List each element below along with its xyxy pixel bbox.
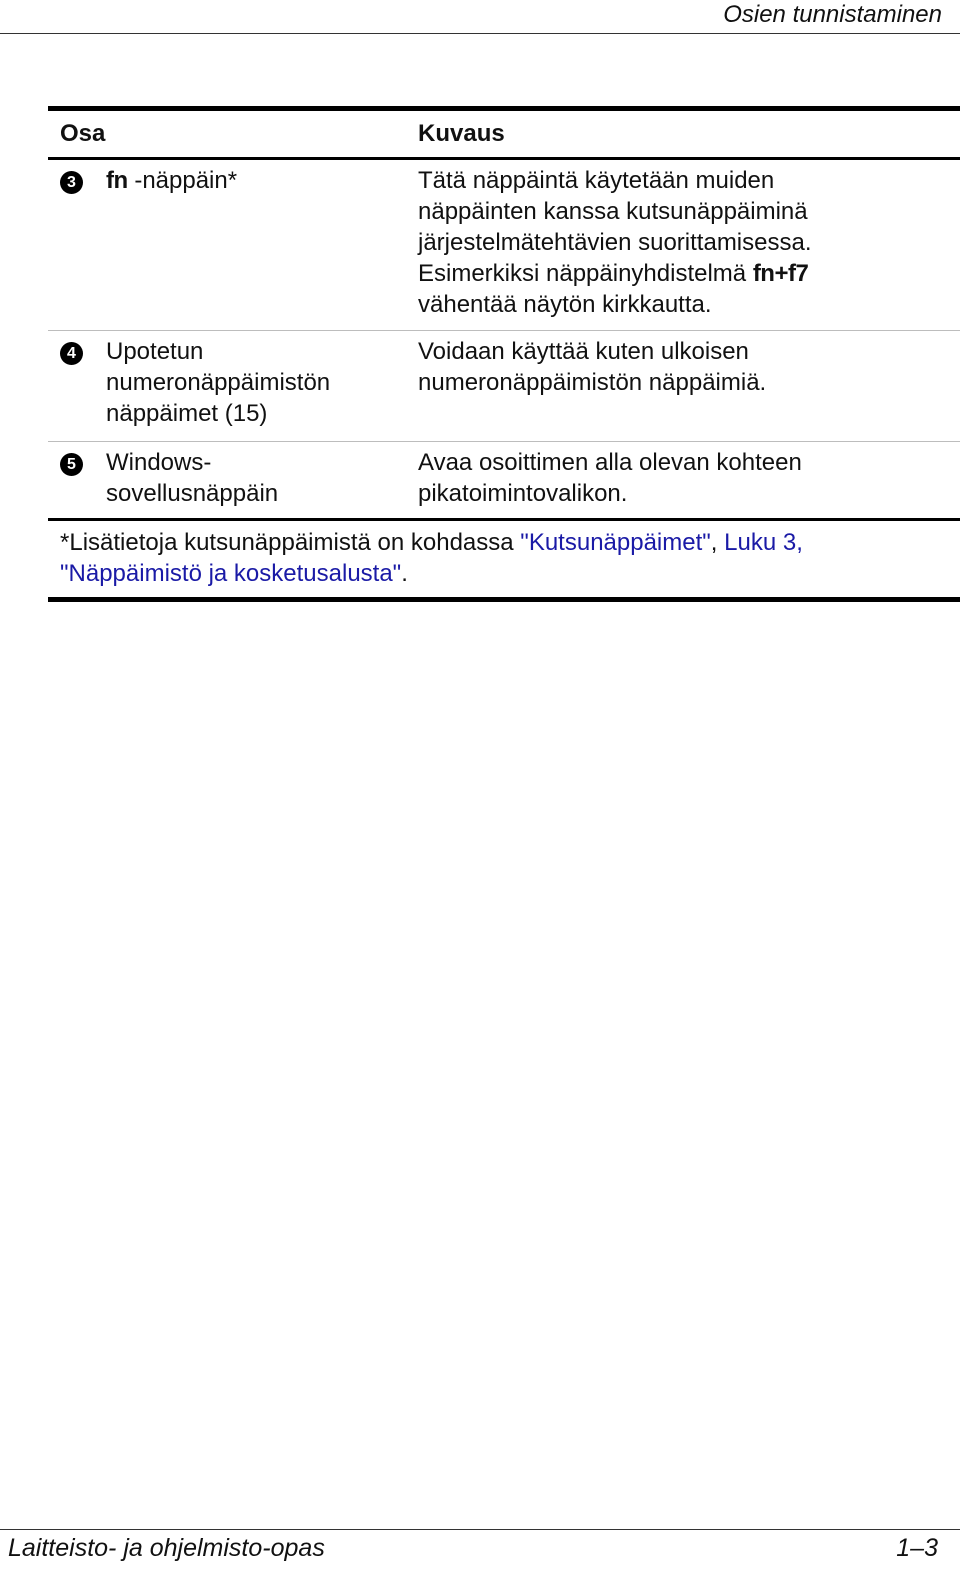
table-bottom-rule — [48, 597, 960, 602]
footer-rule — [0, 1529, 960, 1530]
key-label: fn — [106, 167, 128, 194]
callout-number: 5 — [60, 453, 83, 476]
footer-document-title: Laitteisto- ja ohjelmisto-opas — [8, 1534, 325, 1562]
key-combination: fn+f7 — [752, 260, 809, 287]
part-description: Avaa osoittimen alla olevan kohteen pikatoimintovalikon. — [418, 449, 802, 507]
link-kutsunappaimet[interactable]: "Kutsunäppäimet" — [520, 529, 711, 556]
part-description: Voidaan käyttää kuten ulkoisen numeronäppäimistön näppäimiä. — [418, 338, 767, 396]
table-row — [48, 442, 960, 518]
part-name: Windows- sovellusnäppäin — [106, 449, 279, 507]
table-row — [48, 160, 960, 330]
callout-number: 4 — [60, 342, 83, 365]
part-name: Upotetun numeronäppäimistön näppäimet (15) — [106, 338, 331, 427]
column-header-description: Kuvaus — [418, 120, 505, 147]
running-title: Osien tunnistaminen — [723, 1, 942, 28]
callout-number: 3 — [60, 171, 83, 194]
column-header-part: Osa — [60, 120, 106, 147]
part-description: Tätä näppäintä käytetään muiden näppäinten kanssa kutsunäppäiminä järjestelmätehtävien suorittamisessa. Esimerkiksi näppäinyhdistelmä fn+f7 vähentää näytön kirkkautta. — [418, 167, 812, 318]
parts-table — [48, 106, 960, 602]
link-nappaimisto[interactable]: "Näppäimistö ja kosketusalusta" — [60, 560, 402, 587]
part-name: fn -näppäin* — [106, 167, 238, 194]
header-rule — [0, 33, 960, 34]
table-footnote: *Lisätietoja kutsunäppäimistä on kohdassa "Kutsunäppäimet", Luku 3, "Näppäimistö ja kosketusalusta". — [60, 529, 803, 587]
page-number: 1–3 — [896, 1534, 938, 1562]
link-luku-3[interactable]: Luku 3, — [724, 529, 803, 556]
table-row — [48, 331, 960, 441]
table-header-row — [48, 111, 960, 157]
